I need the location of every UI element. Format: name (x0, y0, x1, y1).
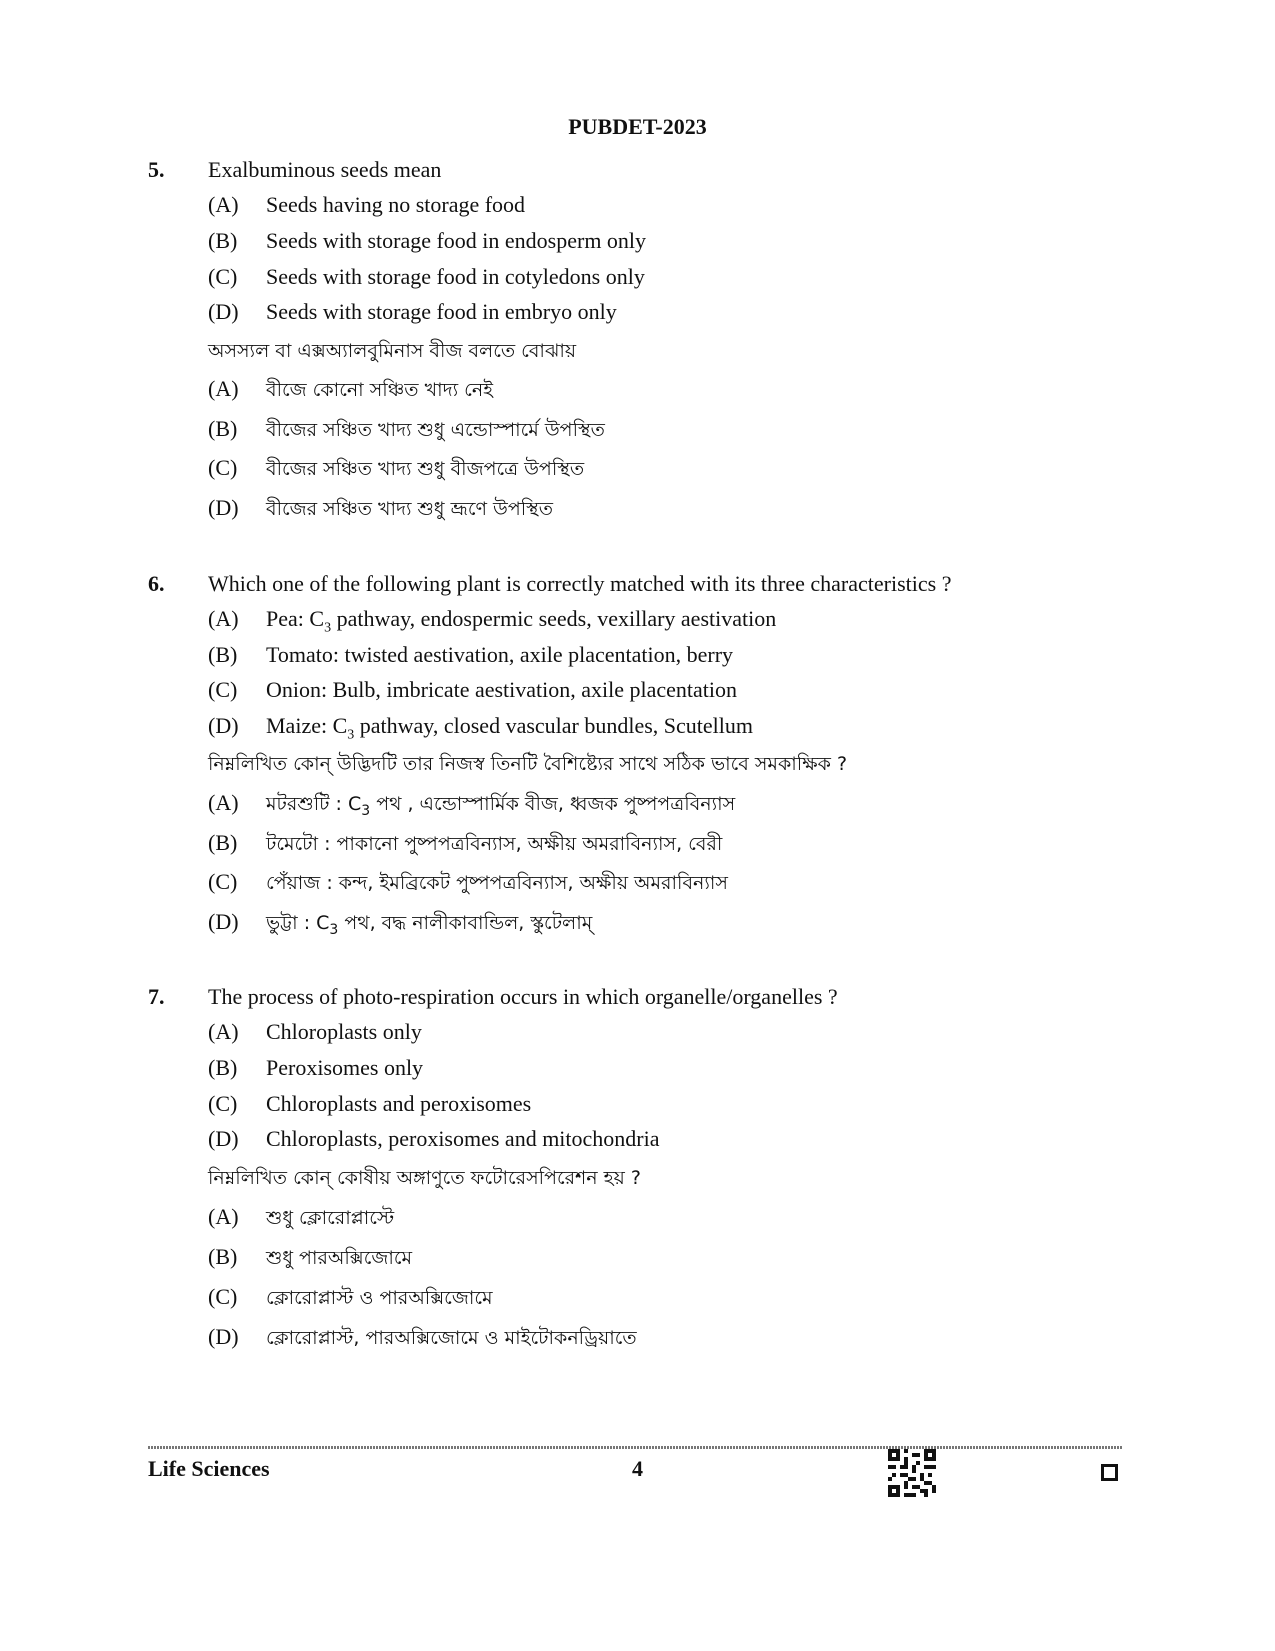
question-6-bengali-option-c[interactable]: (C) পেঁয়াজ : কন্দ, ইমব্রিকেট পুষ্পপত্রবিন্যাস, অক্ষীয় অমরাবিন্যাস (208, 869, 728, 894)
question-7-bengali-option-c[interactable]: (C) ক্লোরোপ্লাস্ট ও পারঅক্সিজোমে (208, 1284, 493, 1309)
question-5-bengali-option-a[interactable]: (A) বীজে কোনো সঞ্চিত খাদ্য নেই (208, 376, 494, 401)
question-6-bengali-option-b[interactable]: (B) টমেটো : পাকানো পুষ্পপত্রবিন্যাস, অক্ষীয় অমরাবিন্যাস, বেরী (208, 830, 723, 855)
question-6-option-d[interactable]: (D) Maize: $C_3$ pathway, closed vascular bundles, Scutellum (208, 713, 754, 743)
question-7-bengali-option-d[interactable]: (D) ক্লোরোপ্লাস্ট, পারঅক্সিজোমে ও মাইটোকনড্রিয়াতে (208, 1324, 637, 1349)
qr-code-icon (888, 1449, 936, 1497)
question-7-option-d[interactable]: (D) Chloroplasts, peroxisomes and mitochondria (208, 1126, 660, 1151)
question-7-option-c[interactable]: (C) Chloroplasts and peroxisomes (208, 1091, 532, 1116)
question-5-bengali-option-d[interactable]: (D) বীজের সঞ্চিত খাদ্য শুধু ভ্রূণে উপস্থিত (208, 495, 554, 520)
question-5-bengali-option-b[interactable]: (B) বীজের সঞ্চিত খাদ্য শুধু এন্ডোস্পার্মে উপস্থিত (208, 416, 605, 441)
question-7-bengali-option-a[interactable]: (A) শুধু ক্লোরোপ্লাস্টে (208, 1204, 395, 1229)
footer-divider (148, 1446, 1123, 1449)
footer-page-number: 4 (632, 1456, 643, 1481)
question-6-bengali-option-d[interactable]: (D) ভুট্টা : $C_3$ পথ, বদ্ধ নালীকাবান্ডিল, স্কুটেলাম্ (208, 909, 593, 938)
question-7-number: 7. (148, 984, 165, 1009)
question-5-bengali-option-c[interactable]: (C) বীজের সঞ্চিত খাদ্য শুধু বীজপত্রে উপস্থিত (208, 455, 585, 480)
question-6-option-b[interactable]: (B) Tomato: twisted aestivation, axile placentation, berry (208, 642, 734, 667)
question-7-bengali-option-b[interactable]: (B) শুধু পারঅক্সিজোমে (208, 1244, 413, 1269)
question-6-option-a[interactable]: (A) Pea: $C_3$ pathway, endospermic seeds, vexillary aestivation (208, 606, 777, 636)
question-5-bengali-text: অসস্যল বা এক্সঅ্যালবুমিনাস বীজ বলতে বোঝায় (208, 340, 577, 362)
question-6-bengali-option-a[interactable]: (A) মটরশুটি : $C_3$ পথ , এন্ডোস্পার্মিক বীজ, ধ্বজক পুষ্পপত্রবিন্যাস (208, 790, 736, 819)
question-6-number: 6. (148, 571, 165, 596)
question-5-option-d[interactable]: (D) Seeds with storage food in embryo only (208, 299, 617, 324)
question-7-option-a[interactable]: (A) Chloroplasts only (208, 1019, 422, 1044)
question-5-option-b[interactable]: (B) Seeds with storage food in endosperm only (208, 228, 647, 253)
question-7-bengali-text: নিম্নলিখিত কোন্ কোষীয় অঙ্গাণুতে ফটোরেসপিরেশন হয় ? (208, 1167, 641, 1189)
question-6-bengali-text: নিম্নলিখিত কোন্ উদ্ভিদটি তার নিজস্ব তিনটি বৈশিষ্ট্যের সাথে সঠিক ভাবে সমকাক্ষিক ? (208, 753, 848, 775)
question-6-text: Which one of the following plant is correctly matched with its three characteristics ? (208, 571, 952, 596)
question-7-text: The process of photo-respiration occurs in which organelle/organelles ? (208, 984, 838, 1009)
square-icon (1101, 1464, 1118, 1481)
question-5-number: 5. (148, 157, 165, 182)
question-6-option-c[interactable]: (C) Onion: Bulb, imbricate aestivation, axile placentation (208, 677, 738, 702)
question-5-text: Exalbuminous seeds mean (208, 157, 442, 182)
question-5-option-c[interactable]: (C) Seeds with storage food in cotyledons only (208, 264, 645, 289)
question-5-option-a[interactable]: (A) Seeds having no storage food (208, 192, 526, 217)
page-header-title: PUBDET-2023 (568, 114, 707, 139)
footer-subject: Life Sciences (148, 1456, 270, 1481)
question-7-option-b[interactable]: (B) Peroxisomes only (208, 1055, 424, 1080)
